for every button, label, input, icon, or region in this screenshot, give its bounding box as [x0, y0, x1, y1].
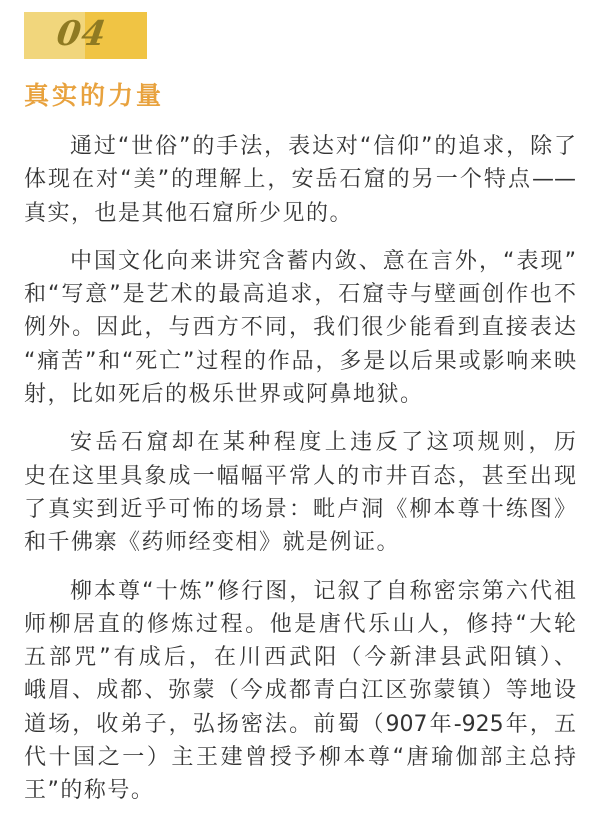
paragraph-line: 真实，也是其他石窟所少见的。 [24, 200, 354, 226]
paragraph-line: 安岳石窟却在某种程度上违反了这项规则，历 [70, 430, 576, 456]
paragraph-line: 了真实到近乎可怖的场景：毗卢洞《柳本尊十练图》 [24, 496, 576, 522]
article-body [24, 130, 576, 823]
paragraph [24, 130, 576, 230]
paragraph-line: 和千佛寨《药师经变相》就是例证。 [24, 530, 401, 556]
paragraph [24, 575, 576, 808]
paragraph-line: 师柳居直的修炼过程。他是唐代乐山人，修持“大轮 [24, 611, 576, 637]
paragraph-line: 史在这里具象成一幅幅平常人的市井百态，甚至出现 [24, 463, 576, 489]
paragraph-line: 通过“世俗”的手法，表达对“信仰”的追求，除了 [70, 134, 576, 159]
paragraph-line: 中国文化向来讲究含蓄内敛、意在言外，“表现” [70, 248, 576, 274]
paragraph [24, 245, 576, 411]
paragraph-line: 和“写意”是艺术的最高追求，石窟寺与壁画创作也不 [24, 282, 576, 308]
paragraph-line: 射，比如死后的极乐世界或阿鼻地狱。 [24, 382, 424, 408]
paragraph-line: 峨眉、成都、弥蒙（今成都青白江区弥蒙镇）等地设 [24, 678, 576, 704]
paragraph-line: 体现在对“美”的理解上，安岳石窟的另一个特点—— [24, 167, 576, 193]
paragraph-line: 例外。因此，与西方不同，我们很少能看到直接表达 [24, 315, 576, 341]
paragraph-line: “痛苦”和“死亡”过程的作品，多是以后果或影响来映 [24, 348, 576, 374]
paragraph-line: 道场，收弟子，弘扬密法。前蜀（907年-925年，五 [24, 711, 576, 737]
paragraph-line: 五部咒”有成后，在川西武阳（今新津县武阳镇）、 [24, 645, 576, 671]
paragraph-line: 代十国之一）主王建曾授予柳本尊“唐瑜伽部主总持 [24, 745, 576, 771]
section-number-badge [24, 12, 147, 59]
paragraph [24, 426, 576, 559]
section-number: 04 [54, 14, 110, 54]
paragraph-line: 柳本尊“十炼”修行图，记叙了自称密宗第六代祖 [70, 578, 576, 604]
paragraph-line: 王”的称号。 [24, 778, 155, 804]
section-title: 真实的力量 [24, 81, 165, 110]
